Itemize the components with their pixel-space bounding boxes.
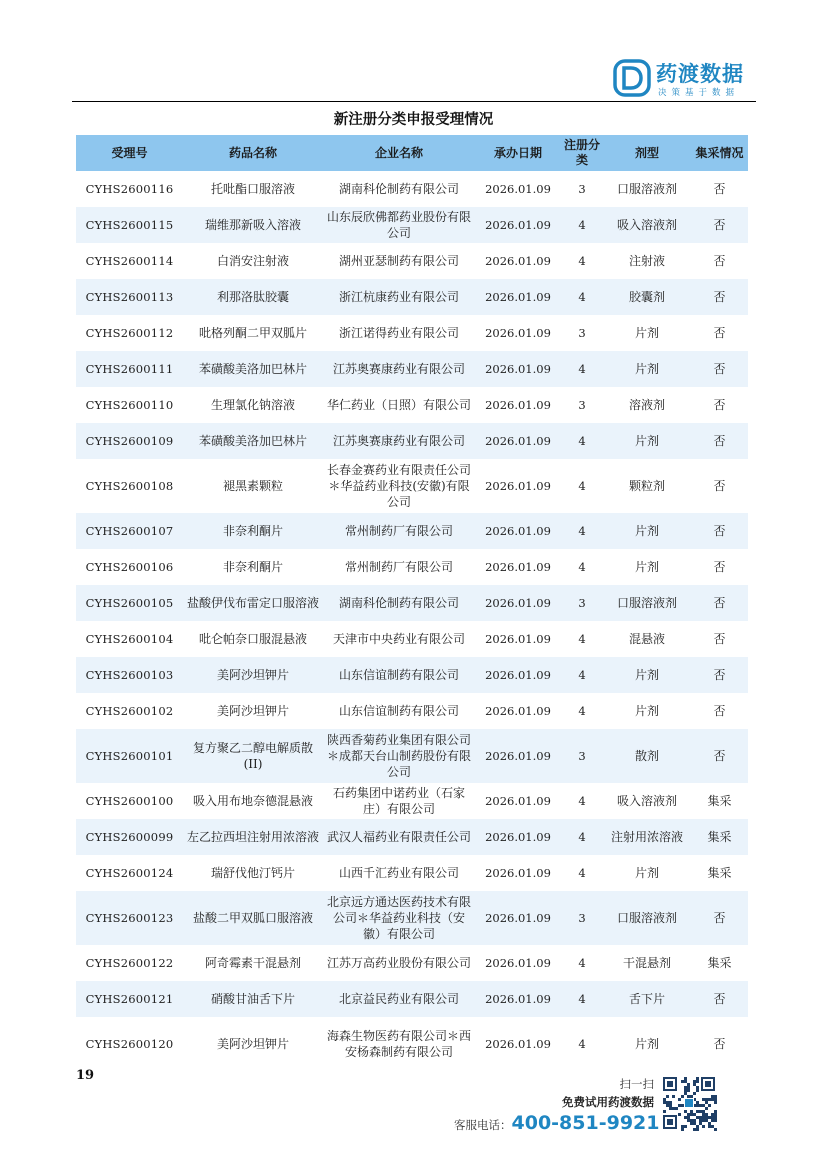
cell-drug-name: 阿奇霉素干混悬剂 [183, 945, 323, 981]
cell-drug-name: 瑞维那新吸入溶液 [183, 207, 323, 243]
cell-dosage-form: 片剂 [603, 855, 691, 891]
cell-company-name: 江苏奥赛康药业有限公司 [323, 351, 475, 387]
table-row [76, 585, 748, 621]
cell-company-name: 江苏奥赛康药业有限公司 [323, 423, 475, 459]
cell-dosage-form: 片剂 [603, 657, 691, 693]
header-dosage-form: 剂型 [603, 135, 691, 171]
cell-dosage-form: 颗粒剂 [603, 459, 691, 513]
cell-reg-class: 4 [561, 1017, 603, 1071]
cell-drug-name: 左乙拉西坦注射用浓溶液 [183, 819, 323, 855]
cell-date: 2026.01.09 [475, 279, 561, 315]
cell-dosage-form: 片剂 [603, 315, 691, 351]
cell-drug-name: 托吡酯口服溶液 [183, 171, 323, 207]
cell-date: 2026.01.09 [475, 819, 561, 855]
cell-acceptance-no: CYHS2600110 [76, 387, 183, 423]
cell-acceptance-no: CYHS2600113 [76, 279, 183, 315]
cell-company-name: 江苏万高药业股份有限公司 [323, 945, 475, 981]
cell-reg-class: 4 [561, 657, 603, 693]
brand-mark-icon [612, 58, 652, 98]
cell-drug-name: 美阿沙坦钾片 [183, 1017, 323, 1071]
cell-company-name: 武汉人福药业有限责任公司 [323, 819, 475, 855]
cell-dosage-form: 溶液剂 [603, 387, 691, 423]
cell-dosage-form: 片剂 [603, 1017, 691, 1071]
cell-reg-class: 3 [561, 171, 603, 207]
cell-acceptance-no: CYHS2600101 [76, 729, 183, 783]
cell-dosage-form: 口服溶液剂 [603, 891, 691, 945]
cell-date: 2026.01.09 [475, 657, 561, 693]
cell-drug-name: 吡格列酮二甲双胍片 [183, 315, 323, 351]
table-row [76, 729, 748, 783]
table-row [76, 855, 748, 891]
table-row [76, 657, 748, 693]
cell-vbp-status: 否 [691, 351, 748, 387]
cell-vbp-status: 集采 [691, 819, 748, 855]
cell-company-name: 华仁药业（日照）有限公司 [323, 387, 475, 423]
header-reg-class: 注册分类 [561, 135, 603, 171]
cell-dosage-form: 片剂 [603, 513, 691, 549]
cell-vbp-status: 否 [691, 549, 748, 585]
cell-company-name: 山东辰欣佛都药业股份有限公司 [323, 207, 475, 243]
cell-date: 2026.01.09 [475, 513, 561, 549]
cell-date: 2026.01.09 [475, 207, 561, 243]
cell-drug-name: 盐酸伊伐布雷定口服溶液 [183, 585, 323, 621]
cell-dosage-form: 混悬液 [603, 621, 691, 657]
cell-date: 2026.01.09 [475, 945, 561, 981]
cell-vbp-status: 否 [691, 207, 748, 243]
cell-acceptance-no: CYHS2600104 [76, 621, 183, 657]
acceptance-table [76, 135, 748, 1071]
cell-dosage-form: 片剂 [603, 351, 691, 387]
cell-acceptance-no: CYHS2600100 [76, 783, 183, 819]
cell-reg-class: 3 [561, 891, 603, 945]
cell-company-name: 常州制药厂有限公司 [323, 513, 475, 549]
table-header-row [76, 135, 748, 171]
cell-reg-class: 3 [561, 729, 603, 783]
brand-logo [612, 56, 760, 102]
cell-acceptance-no: CYHS2600124 [76, 855, 183, 891]
cell-vbp-status: 集采 [691, 783, 748, 819]
cell-drug-name: 硝酸甘油舌下片 [183, 981, 323, 1017]
cell-vbp-status: 否 [691, 693, 748, 729]
cell-reg-class: 4 [561, 783, 603, 819]
table-row [76, 891, 748, 945]
cell-date: 2026.01.09 [475, 423, 561, 459]
cell-acceptance-no: CYHS2600111 [76, 351, 183, 387]
scan-text: 扫一扫 [619, 1077, 654, 1091]
table-row [76, 459, 748, 513]
table-row [76, 423, 748, 459]
table-row [76, 171, 748, 207]
cell-drug-name: 非奈利酮片 [183, 513, 323, 549]
cell-company-name: 北京益民药业有限公司 [323, 981, 475, 1017]
qr-code-icon [660, 1074, 718, 1132]
cell-company-name: 湖州亚瑟制药有限公司 [323, 243, 475, 279]
cell-reg-class: 4 [561, 351, 603, 387]
cell-reg-class: 4 [561, 855, 603, 891]
brand-tagline: 决策基于数据 [658, 88, 740, 98]
cell-drug-name: 苯磺酸美洛加巴林片 [183, 351, 323, 387]
cell-company-name: 长春金赛药业有限责任公司＊华益药业科技(安徽)有限公司 [323, 459, 475, 513]
cell-date: 2026.01.09 [475, 387, 561, 423]
cell-drug-name: 吸入用布地奈德混悬液 [183, 783, 323, 819]
hotline-label: 客服电话： [454, 1118, 512, 1132]
cell-dosage-form: 片剂 [603, 693, 691, 729]
cell-reg-class: 3 [561, 387, 603, 423]
cell-date: 2026.01.09 [475, 585, 561, 621]
cell-vbp-status: 否 [691, 981, 748, 1017]
cell-vbp-status: 否 [691, 657, 748, 693]
cell-drug-name: 白消安注射液 [183, 243, 323, 279]
cell-drug-name: 生理氯化钠溶液 [183, 387, 323, 423]
cell-dosage-form: 注射液 [603, 243, 691, 279]
cell-date: 2026.01.09 [475, 621, 561, 657]
cell-vbp-status: 否 [691, 315, 748, 351]
table-row [76, 693, 748, 729]
cell-dosage-form: 吸入溶液剂 [603, 207, 691, 243]
cell-vbp-status: 否 [691, 621, 748, 657]
table-row [76, 549, 748, 585]
table-row [76, 315, 748, 351]
cell-acceptance-no: CYHS2600108 [76, 459, 183, 513]
cell-drug-name: 吡仑帕奈口服混悬液 [183, 621, 323, 657]
cell-reg-class: 4 [561, 693, 603, 729]
cell-acceptance-no: CYHS2600114 [76, 243, 183, 279]
cell-reg-class: 4 [561, 549, 603, 585]
cell-acceptance-no: CYHS2600116 [76, 171, 183, 207]
cell-vbp-status: 集采 [691, 945, 748, 981]
cell-dosage-form: 散剂 [603, 729, 691, 783]
cell-company-name: 山东信谊制药有限公司 [323, 657, 475, 693]
cell-vbp-status: 否 [691, 459, 748, 513]
cell-reg-class: 4 [561, 819, 603, 855]
cell-drug-name: 复方聚乙二醇电解质散(II) [183, 729, 323, 783]
cell-company-name: 天津市中央药业有限公司 [323, 621, 475, 657]
table-row [76, 279, 748, 315]
cell-company-name: 陕西香菊药业集团有限公司＊成都天台山制药股份有限公司 [323, 729, 475, 783]
cell-drug-name: 非奈利酮片 [183, 549, 323, 585]
cell-date: 2026.01.09 [475, 459, 561, 513]
table-row [76, 243, 748, 279]
cell-date: 2026.01.09 [475, 243, 561, 279]
cell-drug-name: 美阿沙坦钾片 [183, 693, 323, 729]
cell-reg-class: 3 [561, 585, 603, 621]
cell-dosage-form: 舌下片 [603, 981, 691, 1017]
header-drug-name: 药品名称 [183, 135, 323, 171]
cell-company-name: 石药集团中诺药业（石家庄）有限公司 [323, 783, 475, 819]
cell-date: 2026.01.09 [475, 171, 561, 207]
cell-acceptance-no: CYHS2600121 [76, 981, 183, 1017]
cell-drug-name: 盐酸二甲双胍口服溶液 [183, 891, 323, 945]
cell-date: 2026.01.09 [475, 783, 561, 819]
cell-acceptance-no: CYHS2600103 [76, 657, 183, 693]
header-company-name: 企业名称 [323, 135, 475, 171]
table-row [76, 945, 748, 981]
cell-date: 2026.01.09 [475, 729, 561, 783]
cell-dosage-form: 干混悬剂 [603, 945, 691, 981]
cell-vbp-status: 否 [691, 513, 748, 549]
cell-vbp-status: 否 [691, 171, 748, 207]
cell-company-name: 常州制药厂有限公司 [323, 549, 475, 585]
cell-vbp-status: 集采 [691, 855, 748, 891]
cell-company-name: 北京远方通达医药技术有限公司＊华益药业科技（安徽）有限公司 [323, 891, 475, 945]
free-trial-text: 免费试用药渡数据 [562, 1095, 654, 1109]
cell-vbp-status: 否 [691, 279, 748, 315]
cell-company-name: 浙江诺得药业有限公司 [323, 315, 475, 351]
table-row [76, 819, 748, 855]
cell-date: 2026.01.09 [475, 1017, 561, 1071]
table-row [76, 351, 748, 387]
cell-reg-class: 4 [561, 423, 603, 459]
table-row [76, 1017, 748, 1071]
cell-company-name: 浙江杭康药业有限公司 [323, 279, 475, 315]
table-row [76, 513, 748, 549]
cell-vbp-status: 否 [691, 585, 748, 621]
cell-date: 2026.01.09 [475, 549, 561, 585]
header-vbp-status: 集采情况 [691, 135, 748, 171]
cell-acceptance-no: CYHS2600123 [76, 891, 183, 945]
table-row [76, 783, 748, 819]
cell-drug-name: 利那洛肽胶囊 [183, 279, 323, 315]
cell-vbp-status: 否 [691, 729, 748, 783]
brand-name: 药渡数据 [656, 62, 744, 86]
header-rule [72, 101, 756, 102]
cell-company-name: 海森生物医药有限公司＊西安杨森制药有限公司 [323, 1017, 475, 1071]
cell-acceptance-no: CYHS2600105 [76, 585, 183, 621]
header-date: 承办日期 [475, 135, 561, 171]
cell-acceptance-no: CYHS2600112 [76, 315, 183, 351]
cell-reg-class: 4 [561, 243, 603, 279]
cell-company-name: 湖南科伦制药有限公司 [323, 585, 475, 621]
cell-acceptance-no: CYHS2600109 [76, 423, 183, 459]
cell-reg-class: 3 [561, 315, 603, 351]
table-row [76, 207, 748, 243]
page-title: 新注册分类申报受理情况 [333, 112, 494, 128]
cell-vbp-status: 否 [691, 1017, 748, 1071]
cell-acceptance-no: CYHS2600099 [76, 819, 183, 855]
cell-acceptance-no: CYHS2600106 [76, 549, 183, 585]
cell-vbp-status: 否 [691, 891, 748, 945]
cell-reg-class: 4 [561, 459, 603, 513]
table-row [76, 621, 748, 657]
cell-dosage-form: 口服溶液剂 [603, 585, 691, 621]
cell-date: 2026.01.09 [475, 693, 561, 729]
cell-acceptance-no: CYHS2600122 [76, 945, 183, 981]
cell-date: 2026.01.09 [475, 351, 561, 387]
cell-drug-name: 苯磺酸美洛加巴林片 [183, 423, 323, 459]
header-acceptance-no: 受理号 [76, 135, 183, 171]
cell-date: 2026.01.09 [475, 981, 561, 1017]
cell-drug-name: 褪黑素颗粒 [183, 459, 323, 513]
cell-vbp-status: 否 [691, 423, 748, 459]
cell-dosage-form: 胶囊剂 [603, 279, 691, 315]
cell-date: 2026.01.09 [475, 855, 561, 891]
cell-acceptance-no: CYHS2600102 [76, 693, 183, 729]
cell-company-name: 山东信谊制药有限公司 [323, 693, 475, 729]
cell-acceptance-no: CYHS2600115 [76, 207, 183, 243]
cell-vbp-status: 否 [691, 243, 748, 279]
hotline-number: 400-851-9921 [511, 1112, 660, 1134]
cell-dosage-form: 吸入溶液剂 [603, 783, 691, 819]
cell-reg-class: 4 [561, 513, 603, 549]
cell-reg-class: 4 [561, 207, 603, 243]
table-row [76, 981, 748, 1017]
cell-dosage-form: 口服溶液剂 [603, 171, 691, 207]
cell-company-name: 湖南科伦制药有限公司 [323, 171, 475, 207]
cell-date: 2026.01.09 [475, 315, 561, 351]
cell-reg-class: 4 [561, 945, 603, 981]
cell-reg-class: 4 [561, 279, 603, 315]
cell-acceptance-no: CYHS2600120 [76, 1017, 183, 1071]
cell-date: 2026.01.09 [475, 891, 561, 945]
cell-company-name: 山西千汇药业有限公司 [323, 855, 475, 891]
cell-drug-name: 瑞舒伐他汀钙片 [183, 855, 323, 891]
cell-vbp-status: 否 [691, 387, 748, 423]
cell-reg-class: 4 [561, 981, 603, 1017]
cell-dosage-form: 片剂 [603, 549, 691, 585]
page-number: 19 [76, 1068, 95, 1083]
cell-reg-class: 4 [561, 621, 603, 657]
hotline [454, 1112, 660, 1134]
table-row [76, 387, 748, 423]
cell-dosage-form: 片剂 [603, 423, 691, 459]
cell-acceptance-no: CYHS2600107 [76, 513, 183, 549]
cell-drug-name: 美阿沙坦钾片 [183, 657, 323, 693]
cell-dosage-form: 注射用浓溶液 [603, 819, 691, 855]
